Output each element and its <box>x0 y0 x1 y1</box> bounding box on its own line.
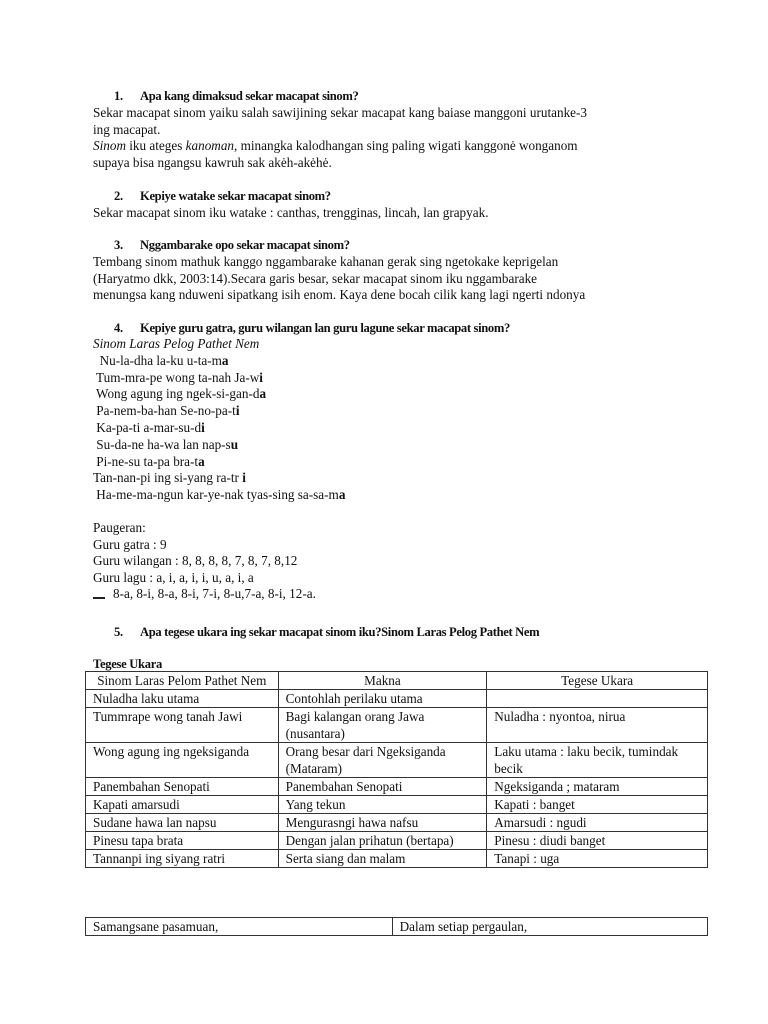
answer-line: Tembang sinom mathuk kanggo nggambarake kahanan gerak sing ngetokake keprigelan <box>93 254 559 269</box>
lyric-text: Tum-mra-pe wong ta-nah Ja-w <box>93 369 260 385</box>
lyric-line <box>93 386 345 403</box>
lyric-text: Tan-nan-pi ing si-yang ra-tr <box>93 470 243 486</box>
table-row <box>86 918 708 936</box>
lyric-text: Pi-ne-su ta-pa bra-t <box>93 453 199 469</box>
table-row <box>86 832 708 850</box>
lyric-text: Pa-nem-ba-han Se-no-pa-t <box>93 403 236 419</box>
answer-line: Sekar macapat sinom yaiku salah sawijining sekar macapat kang baiase manggoni urutanke-3 <box>93 105 588 120</box>
lyric-text: Nu-la-dha la-ku u-ta-m <box>93 352 222 368</box>
question-text: Kepiye watake sekar macapat sinom? <box>140 189 331 203</box>
table-cell: Panembahan Senopati <box>86 778 279 796</box>
term-sinom: Sinom <box>93 138 126 154</box>
question-number: 2. <box>114 189 123 203</box>
table-cell: Nuladha laku utama <box>86 690 279 708</box>
question-text: Nggambarake opo sekar macapat sinom? <box>140 238 350 252</box>
lyric-line <box>93 420 345 437</box>
table-cell: Pinesu tapa brata <box>86 832 279 850</box>
table-cell: Yang tekun <box>278 796 487 814</box>
lyric-final-vowel: i <box>242 470 246 486</box>
table-cell: Ngeksiganda ; mataram <box>487 778 708 796</box>
lyric-line <box>93 353 345 370</box>
lyric-line <box>93 437 345 454</box>
header-cell: Tegese Ukara <box>487 672 708 690</box>
table-cell: Samangsane pasamuan, <box>86 918 393 936</box>
answer-1 <box>93 105 693 171</box>
table-cell: Tannanpi ing siyang ratri <box>86 850 279 868</box>
summary-line <box>93 586 693 603</box>
answer-line: supaya bisa ngangsu kawruh sak akėh-akėhė. <box>93 154 332 170</box>
lyric-text: Wong agung ing ngek-si-gan-d <box>93 386 260 402</box>
lyric-text: Su-da-ne ha-wa lan nap-s <box>93 436 231 452</box>
question-text: Apa tegese ukara ing sekar macapat sinom iku?Sinom Laras Pelog Pathet Nem <box>140 625 540 639</box>
lyric-line <box>93 470 345 487</box>
question-number: 5. <box>114 625 123 639</box>
table-cell: Nuladha : nyontoa, nirua <box>487 708 708 743</box>
question-number: 3. <box>114 238 123 252</box>
lyric-final-vowel: i <box>235 403 240 419</box>
table-cell: Panembahan Senopati <box>278 778 487 796</box>
summary-text: 8-a, 8-i, 8-a, 8-i, 7-i, 8-u,7-a, 8-i, 12-a. <box>113 586 316 602</box>
lyric-final-vowel: i <box>201 419 205 435</box>
answer-text: iku ateges <box>125 138 186 154</box>
lyric-text: Ka-pa-ti a-mar-su-d <box>93 419 202 435</box>
table-row <box>86 796 708 814</box>
meaning-table <box>85 671 708 868</box>
header-cell: Sinom Laras Pelom Pathet Nem <box>86 672 279 690</box>
answer-line: (Haryatmo dkk, 2003:14).Secara garis besar, sekar macapat sinom iku nggambarake <box>93 270 538 286</box>
lyric-final-vowel: a <box>338 487 346 503</box>
lyric-final-vowel: a <box>221 352 229 368</box>
lyric-line <box>93 454 345 471</box>
table-cell: Contohlah perilaku utama <box>278 690 487 708</box>
table-cell: Pinesu : diudi banget <box>487 832 708 850</box>
header-cell: Makna <box>278 672 487 690</box>
table-cell: Sudane hawa lan napsu <box>86 814 279 832</box>
table-header-row <box>86 672 708 690</box>
lyric-final-vowel: a <box>259 386 267 402</box>
lyric-line <box>93 403 345 420</box>
implies-arrow-icon <box>93 591 105 599</box>
table-cell: Tanapi : uga <box>487 850 708 868</box>
table-cell: Serta siang dan malam <box>278 850 487 868</box>
paugeran-block <box>93 520 693 603</box>
answer-3 <box>93 254 693 304</box>
answer-2 <box>93 205 693 222</box>
answer-text: , minangka kalodhangan sing paling wigati kanggonė wonganom <box>234 138 578 154</box>
question-text: Kepiye guru gatra, guru wilangan lan guru lagune sekar macapat sinom? <box>140 321 510 335</box>
table-cell: Dengan jalan prihatun (bertapa) <box>278 832 487 850</box>
table-row <box>86 850 708 868</box>
question-number: 1. <box>114 89 123 103</box>
table-cell <box>487 690 708 708</box>
answer-line <box>93 138 693 155</box>
table-cell: Orang besar dari Ngeksiganda (Mataram) <box>278 743 487 778</box>
table-cell: Wong agung ing ngeksiganda <box>86 743 279 778</box>
lyric-final-vowel: u <box>230 436 239 452</box>
answer-line: Sekar macapat sinom iku watake : canthas, trengginas, lincah, lan grapyak. <box>93 205 489 220</box>
meaning-table-continued <box>85 917 708 936</box>
table-row <box>86 814 708 832</box>
lyric-final-vowel: a <box>198 453 205 469</box>
answer-line: menungsa kang nduweni sipatkang isih enom. Kaya dene bocah cilik kang lagi ngerti ndonya <box>93 287 586 303</box>
table-row <box>86 690 708 708</box>
table-cell: Bagi kalangan orang Jawa (nusantara) <box>278 708 487 743</box>
lyric-line <box>93 370 345 387</box>
table-cell: Laku utama : laku becik, tumindak becik <box>487 743 708 778</box>
table-cell: Tummrape wong tanah Jawi <box>86 708 279 743</box>
table-cell: Kapati amarsudi <box>86 796 279 814</box>
song-subtitle: Sinom Laras Pelog Pathet Nem <box>93 336 260 351</box>
table-row <box>86 708 708 743</box>
table-heading: Tegese Ukara <box>93 657 163 671</box>
table-row <box>86 743 708 778</box>
guru-lagu: Guru lagu : a, i, a, i, i, u, a, i, a <box>93 569 254 585</box>
question-text: Apa kang dimaksud sekar macapat sinom? <box>140 89 359 103</box>
guru-gatra: Guru gatra : 9 <box>93 536 167 552</box>
term-kanoman: kanoman <box>185 138 235 154</box>
table-cell: Kapati : banget <box>487 796 708 814</box>
lyric-final-vowel: i <box>259 369 263 385</box>
lyrics-block <box>93 336 345 504</box>
table-row <box>86 778 708 796</box>
answer-line: ing macapat. <box>93 121 161 137</box>
lyric-line <box>93 487 345 504</box>
table-cell: Amarsudi : ngudi <box>487 814 708 832</box>
paugeran-label: Paugeran: <box>93 520 146 535</box>
table-cell: Mengurasngi hawa nafsu <box>278 814 487 832</box>
guru-wilangan: Guru wilangan : 8, 8, 8, 8, 7, 8, 7, 8,12 <box>93 553 298 569</box>
table-cell: Dalam setiap pergaulan, <box>392 918 707 936</box>
lyric-text: Ha-me-ma-ngun kar-ye-nak tyas-sing sa-sa-m <box>93 487 339 503</box>
question-number: 4. <box>114 321 123 335</box>
